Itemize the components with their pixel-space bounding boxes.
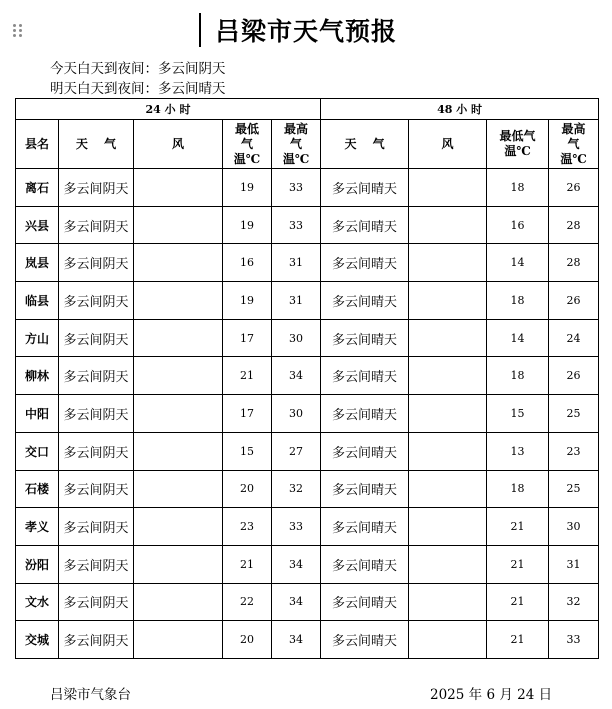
county-cell: 文水 bbox=[16, 583, 59, 621]
max-temp-48h-cell: 26 bbox=[549, 282, 599, 320]
weather-48h-cell: 多云间晴天 bbox=[321, 583, 409, 621]
wind-24h-cell bbox=[134, 395, 223, 433]
min-temp-24h-cell: 21 bbox=[223, 357, 272, 395]
weather-24h-cell: 多云间阴天 bbox=[59, 319, 134, 357]
table-row bbox=[16, 621, 599, 659]
weather-24h-cell: 多云间阴天 bbox=[59, 169, 134, 207]
weather-24h-cell: 多云间阴天 bbox=[59, 470, 134, 508]
max-temp-48h-cell: 23 bbox=[549, 432, 599, 470]
table-row bbox=[16, 206, 599, 244]
weather-24h-cell: 多云间阴天 bbox=[59, 357, 134, 395]
table-row bbox=[16, 357, 599, 395]
col-weather-48h-header: 天 气 bbox=[321, 120, 409, 169]
page-title: 吕梁市天气预报 bbox=[214, 17, 397, 46]
min-temp-48h-cell: 21 bbox=[487, 545, 549, 583]
wind-48h-cell bbox=[409, 395, 487, 433]
weather-48h-cell: 多云间晴天 bbox=[321, 169, 409, 207]
min-temp-24h-cell: 19 bbox=[223, 169, 272, 207]
weather-24h-cell: 多云间阴天 bbox=[59, 282, 134, 320]
min-temp-48h-cell: 21 bbox=[487, 621, 549, 659]
min-temp-24h-cell: 15 bbox=[223, 432, 272, 470]
max-temp-24h-cell: 34 bbox=[272, 545, 321, 583]
max-temp-48h-cell: 26 bbox=[549, 357, 599, 395]
min-temp-24h-cell: 21 bbox=[223, 545, 272, 583]
table-row bbox=[16, 470, 599, 508]
weather-24h-cell: 多云间阴天 bbox=[59, 621, 134, 659]
max-temp-24h-cell: 33 bbox=[272, 206, 321, 244]
county-cell: 柳林 bbox=[16, 357, 59, 395]
col-county-header: 县名 bbox=[16, 120, 59, 169]
wind-24h-cell bbox=[134, 432, 223, 470]
weather-48h-cell: 多云间晴天 bbox=[321, 508, 409, 546]
min-temp-24h-cell: 17 bbox=[223, 319, 272, 357]
wind-48h-cell bbox=[409, 244, 487, 282]
county-cell: 汾阳 bbox=[16, 545, 59, 583]
wind-24h-cell bbox=[134, 508, 223, 546]
weather-24h-cell: 多云间阴天 bbox=[59, 432, 134, 470]
weather-24h-cell: 多云间阴天 bbox=[59, 583, 134, 621]
min-temp-48h-cell: 18 bbox=[487, 169, 549, 207]
group-48h-header: 48 小 时 bbox=[321, 99, 599, 120]
forecast-table bbox=[15, 98, 599, 659]
max-temp-48h-cell: 25 bbox=[549, 395, 599, 433]
wind-24h-cell bbox=[134, 621, 223, 659]
county-cell: 交城 bbox=[16, 621, 59, 659]
max-temp-24h-cell: 34 bbox=[272, 621, 321, 659]
col-max-temp-48h-header: 最高气温℃ bbox=[549, 120, 599, 169]
max-temp-24h-cell: 33 bbox=[272, 169, 321, 207]
issue-date: 2025 年 6 月 24 日 bbox=[430, 687, 553, 703]
weather-48h-cell: 多云间晴天 bbox=[321, 319, 409, 357]
table-row bbox=[16, 432, 599, 470]
max-temp-48h-cell: 24 bbox=[549, 319, 599, 357]
wind-48h-cell bbox=[409, 508, 487, 546]
min-temp-48h-cell: 18 bbox=[487, 357, 549, 395]
county-cell: 石楼 bbox=[16, 470, 59, 508]
wind-48h-cell bbox=[409, 319, 487, 357]
min-temp-24h-cell: 20 bbox=[223, 621, 272, 659]
col-min-temp-48h-header: 最低气温℃ bbox=[487, 120, 549, 169]
wind-48h-cell bbox=[409, 621, 487, 659]
county-cell: 中阳 bbox=[16, 395, 59, 433]
col-wind-48h-header: 风 bbox=[409, 120, 487, 169]
min-temp-24h-cell: 23 bbox=[223, 508, 272, 546]
min-temp-48h-cell: 21 bbox=[487, 583, 549, 621]
wind-24h-cell bbox=[134, 244, 223, 282]
weather-24h-cell: 多云间阴天 bbox=[59, 206, 134, 244]
min-temp-48h-cell: 14 bbox=[487, 244, 549, 282]
weather-24h-cell: 多云间阴天 bbox=[59, 395, 134, 433]
table-row bbox=[16, 169, 599, 207]
max-temp-24h-cell: 34 bbox=[272, 583, 321, 621]
table-row bbox=[16, 244, 599, 282]
max-temp-48h-cell: 30 bbox=[549, 508, 599, 546]
summary-tomorrow: 明天白天到夜间：多云间晴天 bbox=[50, 81, 226, 97]
max-temp-24h-cell: 30 bbox=[272, 395, 321, 433]
max-temp-48h-cell: 33 bbox=[549, 621, 599, 659]
wind-48h-cell bbox=[409, 470, 487, 508]
wind-48h-cell bbox=[409, 432, 487, 470]
wind-48h-cell bbox=[409, 583, 487, 621]
max-temp-48h-cell: 25 bbox=[549, 470, 599, 508]
min-temp-24h-cell: 20 bbox=[223, 470, 272, 508]
weather-48h-cell: 多云间晴天 bbox=[321, 206, 409, 244]
col-min-temp-24h-header: 最低气温℃ bbox=[223, 120, 272, 169]
max-temp-24h-cell: 31 bbox=[272, 282, 321, 320]
summary-today: 今天白天到夜间：多云间阴天 bbox=[50, 61, 226, 77]
min-temp-24h-cell: 17 bbox=[223, 395, 272, 433]
group-24h-header: 24 小 时 bbox=[16, 99, 321, 120]
issuer: 吕梁市气象台 bbox=[50, 687, 131, 703]
county-cell: 方山 bbox=[16, 319, 59, 357]
col-wind-24h-header: 风 bbox=[134, 120, 223, 169]
min-temp-24h-cell: 19 bbox=[223, 206, 272, 244]
weather-48h-cell: 多云间晴天 bbox=[321, 470, 409, 508]
county-cell: 孝义 bbox=[16, 508, 59, 546]
min-temp-24h-cell: 16 bbox=[223, 244, 272, 282]
county-cell: 岚县 bbox=[16, 244, 59, 282]
min-temp-48h-cell: 18 bbox=[487, 470, 549, 508]
max-temp-24h-cell: 34 bbox=[272, 357, 321, 395]
min-temp-24h-cell: 22 bbox=[223, 583, 272, 621]
county-cell: 离石 bbox=[16, 169, 59, 207]
wind-48h-cell bbox=[409, 545, 487, 583]
max-temp-48h-cell: 32 bbox=[549, 583, 599, 621]
table-row bbox=[16, 319, 599, 357]
table-row bbox=[16, 545, 599, 583]
wind-24h-cell bbox=[134, 319, 223, 357]
min-temp-48h-cell: 16 bbox=[487, 206, 549, 244]
weather-48h-cell: 多云间晴天 bbox=[321, 395, 409, 433]
table-row bbox=[16, 395, 599, 433]
max-temp-48h-cell: 26 bbox=[549, 169, 599, 207]
weather-48h-cell: 多云间晴天 bbox=[321, 432, 409, 470]
max-temp-24h-cell: 32 bbox=[272, 470, 321, 508]
max-temp-24h-cell: 33 bbox=[272, 508, 321, 546]
weather-24h-cell: 多云间阴天 bbox=[59, 545, 134, 583]
wind-24h-cell bbox=[134, 545, 223, 583]
wind-24h-cell bbox=[134, 206, 223, 244]
max-temp-48h-cell: 28 bbox=[549, 206, 599, 244]
weather-48h-cell: 多云间晴天 bbox=[321, 545, 409, 583]
table-row bbox=[16, 583, 599, 621]
max-temp-24h-cell: 30 bbox=[272, 319, 321, 357]
wind-24h-cell bbox=[134, 470, 223, 508]
weather-24h-cell: 多云间阴天 bbox=[59, 508, 134, 546]
max-temp-48h-cell: 28 bbox=[549, 244, 599, 282]
max-temp-24h-cell: 27 bbox=[272, 432, 321, 470]
min-temp-48h-cell: 13 bbox=[487, 432, 549, 470]
weather-48h-cell: 多云间晴天 bbox=[321, 357, 409, 395]
max-temp-48h-cell: 31 bbox=[549, 545, 599, 583]
wind-48h-cell bbox=[409, 282, 487, 320]
wind-24h-cell bbox=[134, 169, 223, 207]
wind-48h-cell bbox=[409, 169, 487, 207]
wind-48h-cell bbox=[409, 206, 487, 244]
col-weather-24h-header: 天 气 bbox=[59, 120, 134, 169]
county-cell: 临县 bbox=[16, 282, 59, 320]
col-max-temp-24h-header: 最高气温℃ bbox=[272, 120, 321, 169]
max-temp-24h-cell: 31 bbox=[272, 244, 321, 282]
weather-48h-cell: 多云间晴天 bbox=[321, 621, 409, 659]
min-temp-48h-cell: 21 bbox=[487, 508, 549, 546]
wind-24h-cell bbox=[134, 357, 223, 395]
min-temp-48h-cell: 18 bbox=[487, 282, 549, 320]
weather-48h-cell: 多云间晴天 bbox=[321, 282, 409, 320]
wind-24h-cell bbox=[134, 583, 223, 621]
min-temp-48h-cell: 15 bbox=[487, 395, 549, 433]
table-row bbox=[16, 508, 599, 546]
wind-48h-cell bbox=[409, 357, 487, 395]
weather-24h-cell: 多云间阴天 bbox=[59, 244, 134, 282]
table-row bbox=[16, 282, 599, 320]
county-cell: 兴县 bbox=[16, 206, 59, 244]
wind-24h-cell bbox=[134, 282, 223, 320]
weather-48h-cell: 多云间晴天 bbox=[321, 244, 409, 282]
min-temp-24h-cell: 19 bbox=[223, 282, 272, 320]
county-cell: 交口 bbox=[16, 432, 59, 470]
min-temp-48h-cell: 14 bbox=[487, 319, 549, 357]
